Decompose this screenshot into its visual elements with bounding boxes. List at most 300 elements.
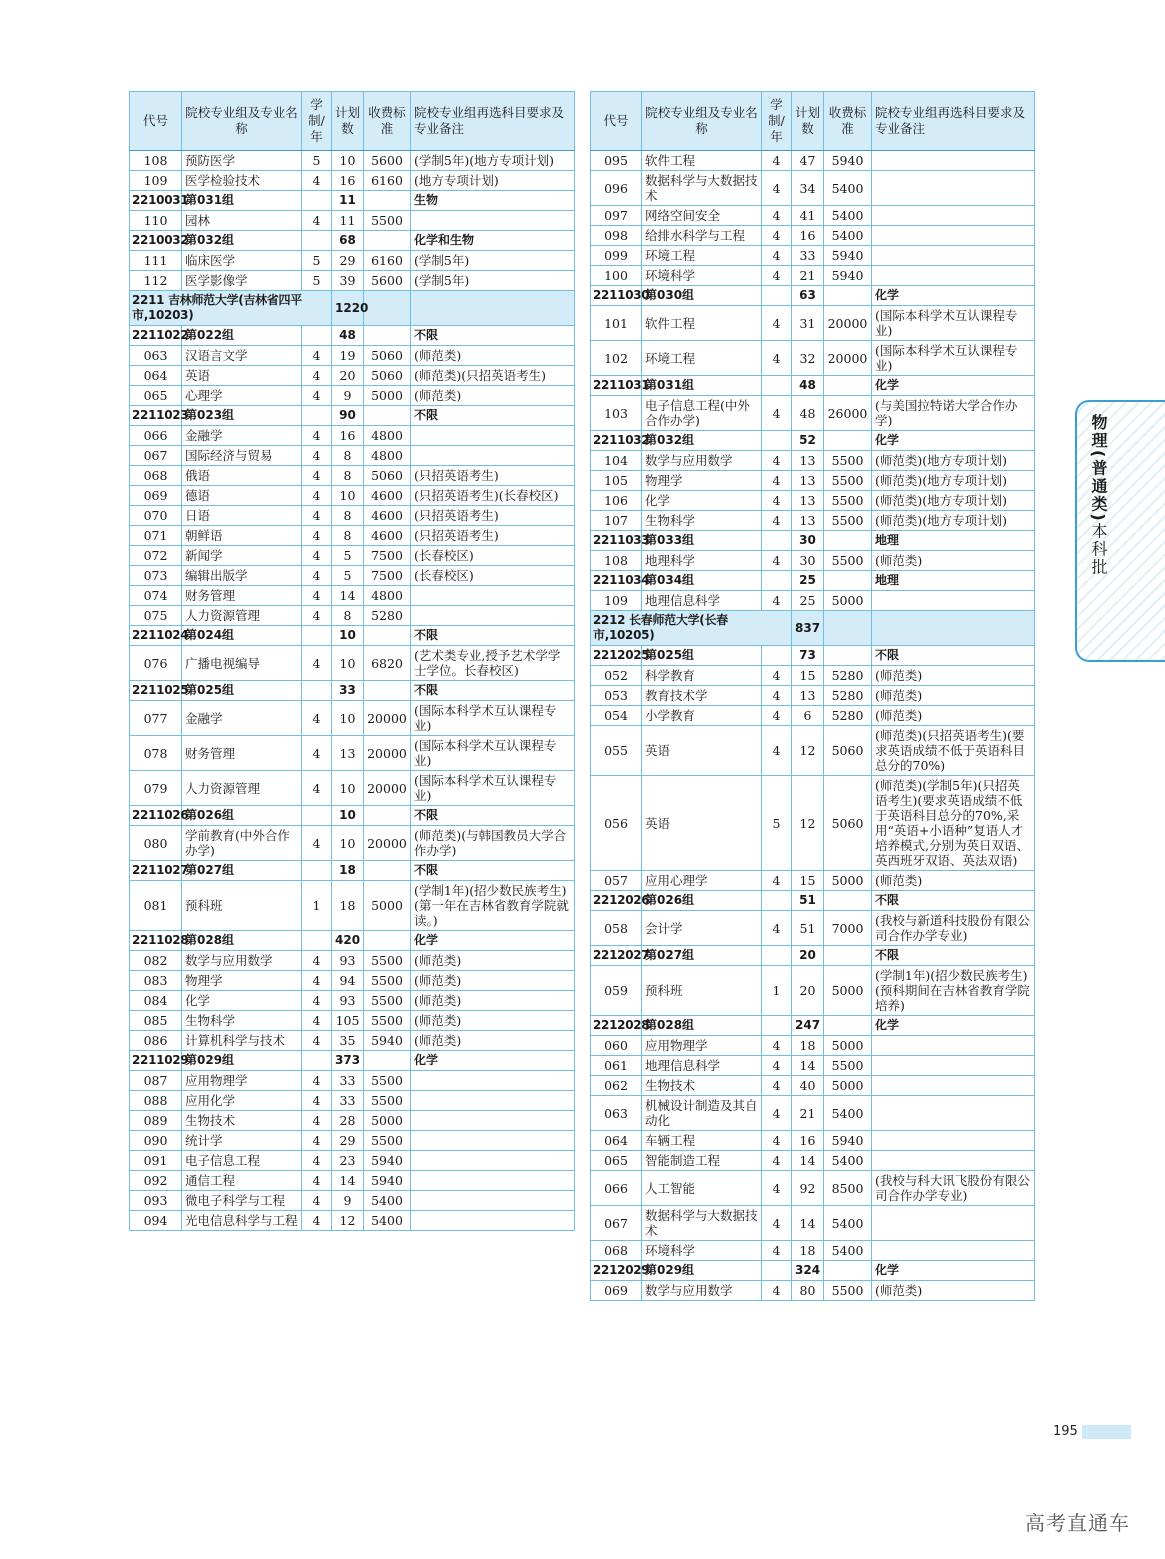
subject-requirement: 不限 (872, 891, 1035, 911)
remark-cell: (国际本科学术互认课程专业) (411, 771, 575, 806)
major-row (591, 266, 1035, 286)
years-cell: 4 (302, 971, 332, 991)
major-name: 地理科学 (642, 551, 762, 571)
subject-requirement: 化学和生物 (411, 231, 575, 251)
major-row (591, 1281, 1035, 1301)
remark-cell: (师范类)(只招英语考生)(要求英语成绩不低于英语科目总分的70%) (872, 726, 1035, 776)
major-code: 080 (130, 826, 182, 861)
major-code: 090 (130, 1131, 182, 1151)
fee-cell: 5500 (364, 971, 411, 991)
major-row (130, 506, 575, 526)
fee-cell: 4800 (364, 586, 411, 606)
major-row (591, 151, 1035, 171)
fee-cell (364, 1051, 411, 1071)
years-cell: 4 (762, 246, 792, 266)
plan-count: 20 (792, 946, 824, 966)
fee-cell (824, 1261, 872, 1281)
university-name: 2211 吉林师范大学(吉林省四平市,10203) (130, 291, 332, 326)
remark-cell (872, 1096, 1035, 1131)
major-name: 环境科学 (642, 1241, 762, 1261)
major-code: 081 (130, 881, 182, 931)
plan-count: 13 (792, 491, 824, 511)
group-name: 第027组 (182, 861, 302, 881)
major-row (591, 1241, 1035, 1261)
plan-count: 5 (332, 566, 364, 586)
major-code: 053 (591, 686, 642, 706)
plan-count: 12 (792, 726, 824, 776)
major-name: 生物技术 (182, 1111, 302, 1131)
fee-cell (824, 891, 872, 911)
years-cell: 4 (762, 341, 792, 376)
major-code: 066 (591, 1171, 642, 1206)
remark-cell: (学制1年)(招少数民族考生)(预科期间在吉林省教育学院培养) (872, 966, 1035, 1016)
fee-cell (364, 861, 411, 881)
fee-cell: 4600 (364, 506, 411, 526)
major-name: 应用物理学 (642, 1036, 762, 1056)
fee-cell: 5000 (824, 591, 872, 611)
remark-cell (411, 426, 575, 446)
remark-cell: (长春校区) (411, 546, 575, 566)
group-code: 2211031 (591, 376, 642, 396)
left-column (129, 91, 575, 1231)
plan-count: 13 (792, 471, 824, 491)
group-name: 第034组 (642, 571, 762, 591)
remark-cell (872, 1206, 1035, 1241)
group-code: 2210031 (130, 191, 182, 211)
remark-cell: (学制5年) (411, 271, 575, 291)
major-row (591, 306, 1035, 341)
major-name: 英语 (642, 726, 762, 776)
major-code: 074 (130, 586, 182, 606)
major-name: 应用化学 (182, 1091, 302, 1111)
plan-count: 324 (792, 1261, 824, 1281)
major-row (130, 251, 575, 271)
plan-count: 18 (792, 1036, 824, 1056)
plan-count: 13 (792, 511, 824, 531)
years-cell: 4 (762, 306, 792, 341)
years-cell: 4 (302, 1091, 332, 1111)
years-cell: 4 (302, 446, 332, 466)
major-code: 099 (591, 246, 642, 266)
major-code: 057 (591, 871, 642, 891)
plan-count: 29 (332, 1131, 364, 1151)
fee-cell: 5500 (364, 1091, 411, 1111)
header-name: 院校专业组及专业名称 (182, 92, 302, 151)
major-row (130, 366, 575, 386)
major-row (591, 1036, 1035, 1056)
years-cell: 4 (302, 426, 332, 446)
subject-requirement: 化学 (872, 286, 1035, 306)
remark-cell (872, 266, 1035, 286)
fee-cell: 5280 (824, 686, 872, 706)
fee-cell: 5500 (824, 451, 872, 471)
major-code: 058 (591, 911, 642, 946)
table-body-left (130, 151, 575, 1231)
fee-cell (824, 646, 872, 666)
fee-cell (364, 291, 411, 326)
major-row (130, 346, 575, 366)
plan-count: 16 (332, 426, 364, 446)
years-cell: 4 (762, 591, 792, 611)
major-code: 063 (591, 1096, 642, 1131)
fee-cell: 5400 (824, 1151, 872, 1171)
group-row (130, 191, 575, 211)
major-name: 统计学 (182, 1131, 302, 1151)
years-cell: 4 (762, 1241, 792, 1261)
years-cell: 4 (762, 726, 792, 776)
major-name: 给排水科学与工程 (642, 226, 762, 246)
major-name: 环境工程 (642, 341, 762, 376)
major-name: 智能制造工程 (642, 1151, 762, 1171)
years-cell (302, 861, 332, 881)
group-row (591, 531, 1035, 551)
fee-cell: 5500 (824, 471, 872, 491)
plan-count: 48 (792, 376, 824, 396)
years-cell: 4 (302, 771, 332, 806)
remark-cell: (与美国拉特诺大学合作办学) (872, 396, 1035, 431)
major-code: 103 (591, 396, 642, 431)
fee-cell: 20000 (824, 341, 872, 376)
major-name: 数据科学与大数据技术 (642, 1206, 762, 1241)
major-name: 生物科学 (642, 511, 762, 531)
major-row (130, 526, 575, 546)
major-name: 英语 (642, 776, 762, 871)
years-cell: 4 (302, 526, 332, 546)
subject-requirement: 生物 (411, 191, 575, 211)
plan-count: 14 (792, 1206, 824, 1241)
major-code: 061 (591, 1056, 642, 1076)
plan-count: 8 (332, 606, 364, 626)
remark-cell (411, 446, 575, 466)
major-row (130, 1151, 575, 1171)
years-cell: 4 (302, 951, 332, 971)
years-cell: 4 (762, 551, 792, 571)
years-cell: 4 (762, 451, 792, 471)
header-fee: 收费标准 (364, 92, 411, 151)
years-cell (762, 286, 792, 306)
years-cell: 4 (762, 911, 792, 946)
major-row (130, 151, 575, 171)
years-cell: 4 (762, 266, 792, 286)
fee-cell: 5500 (364, 991, 411, 1011)
years-cell: 4 (302, 1151, 332, 1171)
remark-cell: (只招英语考生)(长春校区) (411, 486, 575, 506)
major-code: 056 (591, 776, 642, 871)
remark-cell (872, 1151, 1035, 1171)
remark-cell (872, 1241, 1035, 1261)
years-cell: 1 (302, 881, 332, 931)
plan-count: 40 (792, 1076, 824, 1096)
major-code: 109 (130, 171, 182, 191)
major-name: 金融学 (182, 426, 302, 446)
remark-cell: (长春校区) (411, 566, 575, 586)
plan-count: 34 (792, 171, 824, 206)
years-cell: 4 (302, 466, 332, 486)
plan-count: 18 (792, 1241, 824, 1261)
major-code: 082 (130, 951, 182, 971)
group-row (591, 946, 1035, 966)
plan-count: 52 (792, 431, 824, 451)
major-row (591, 911, 1035, 946)
major-code: 062 (591, 1076, 642, 1096)
major-name: 机械设计制造及其自动化 (642, 1096, 762, 1131)
plan-count: 13 (792, 451, 824, 471)
university-name: 2212 长春师范大学(长春市,10205) (591, 611, 792, 646)
major-name: 地理信息科学 (642, 1056, 762, 1076)
years-cell: 4 (302, 646, 332, 681)
years-cell: 4 (762, 1056, 792, 1076)
group-row (591, 571, 1035, 591)
fee-cell: 5500 (364, 211, 411, 231)
fee-cell: 5500 (824, 491, 872, 511)
years-cell (762, 431, 792, 451)
group-name: 第027组 (642, 946, 762, 966)
fee-cell: 5280 (824, 706, 872, 726)
major-code: 106 (591, 491, 642, 511)
major-code: 096 (591, 171, 642, 206)
major-code: 075 (130, 606, 182, 626)
major-code: 055 (591, 726, 642, 776)
remark-cell (872, 1076, 1035, 1096)
major-name: 医学影像学 (182, 271, 302, 291)
plan-count: 32 (792, 341, 824, 376)
major-code: 069 (130, 486, 182, 506)
years-cell (762, 646, 792, 666)
major-row (130, 606, 575, 626)
group-code: 2211022 (130, 326, 182, 346)
major-row (130, 951, 575, 971)
plan-count: 33 (332, 1071, 364, 1091)
subject-requirement: 化学 (872, 1261, 1035, 1281)
fee-cell: 5000 (824, 1036, 872, 1056)
major-code: 108 (591, 551, 642, 571)
plan-count: 48 (792, 396, 824, 431)
subject-requirement: 不限 (411, 406, 575, 426)
major-name: 微电子科学与工程 (182, 1191, 302, 1211)
years-cell: 4 (762, 206, 792, 226)
plan-count: 33 (332, 1091, 364, 1111)
major-row (591, 171, 1035, 206)
group-row (130, 231, 575, 251)
major-row (130, 566, 575, 586)
fee-cell: 5060 (364, 466, 411, 486)
major-row (130, 881, 575, 931)
group-row (130, 806, 575, 826)
major-code: 108 (130, 151, 182, 171)
group-code: 2212025 (591, 646, 642, 666)
major-row (130, 271, 575, 291)
major-row (591, 1056, 1035, 1076)
fee-cell (824, 376, 872, 396)
fee-cell: 20000 (364, 771, 411, 806)
group-code: 2211030 (591, 286, 642, 306)
major-row (130, 171, 575, 191)
major-code: 064 (130, 366, 182, 386)
major-code: 054 (591, 706, 642, 726)
major-code: 076 (130, 646, 182, 681)
major-name: 数学与应用数学 (182, 951, 302, 971)
plan-count: 20 (332, 366, 364, 386)
years-cell (302, 681, 332, 701)
years-cell: 4 (302, 346, 332, 366)
fee-cell: 5500 (824, 551, 872, 571)
plan-count: 35 (332, 1031, 364, 1051)
group-row (591, 376, 1035, 396)
major-code: 070 (130, 506, 182, 526)
table-header (130, 92, 575, 151)
fee-cell: 5000 (824, 1076, 872, 1096)
table-header (591, 92, 1035, 151)
fee-cell: 5500 (364, 1011, 411, 1031)
major-name: 数据科学与大数据技术 (642, 171, 762, 206)
major-name: 数学与应用数学 (642, 1281, 762, 1301)
major-code: 067 (130, 446, 182, 466)
fee-cell: 20000 (364, 736, 411, 771)
remark-cell (872, 151, 1035, 171)
major-row (591, 686, 1035, 706)
major-code: 066 (130, 426, 182, 446)
remark-cell (411, 1131, 575, 1151)
remark-cell (872, 226, 1035, 246)
years-cell: 4 (302, 486, 332, 506)
remark-cell: (地方专项计划) (411, 171, 575, 191)
remark-cell (411, 291, 575, 326)
plan-count: 94 (332, 971, 364, 991)
major-name: 电子信息工程 (182, 1151, 302, 1171)
major-code: 100 (591, 266, 642, 286)
major-code: 084 (130, 991, 182, 1011)
fee-cell: 5060 (824, 726, 872, 776)
major-code: 094 (130, 1211, 182, 1231)
remark-cell (411, 1211, 575, 1231)
years-cell: 4 (302, 506, 332, 526)
remark-cell (411, 1071, 575, 1091)
years-cell: 4 (762, 1281, 792, 1301)
years-cell: 4 (762, 1171, 792, 1206)
university-row (591, 611, 1035, 646)
years-cell: 4 (762, 226, 792, 246)
major-row (130, 446, 575, 466)
major-code: 104 (591, 451, 642, 471)
page-number (1055, 1425, 1131, 1439)
major-row (591, 1171, 1035, 1206)
fee-cell (824, 286, 872, 306)
years-cell: 5 (302, 251, 332, 271)
plan-count: 10 (332, 701, 364, 736)
group-code: 2211027 (130, 861, 182, 881)
years-cell: 4 (762, 1076, 792, 1096)
fee-cell (824, 1016, 872, 1036)
fee-cell (364, 231, 411, 251)
major-code: 052 (591, 666, 642, 686)
major-code: 077 (130, 701, 182, 736)
major-row (130, 1191, 575, 1211)
group-name: 第024组 (182, 626, 302, 646)
major-code: 063 (130, 346, 182, 366)
remark-cell: (只招英语考生) (411, 506, 575, 526)
major-name: 广播电视编导 (182, 646, 302, 681)
major-name: 化学 (642, 491, 762, 511)
table-body-right (591, 151, 1035, 1301)
plan-count: 247 (792, 1016, 824, 1036)
group-name: 第031组 (182, 191, 302, 211)
plan-count: 93 (332, 991, 364, 1011)
major-code: 059 (591, 966, 642, 1016)
plan-count: 837 (792, 611, 824, 646)
subject-requirement: 不限 (411, 626, 575, 646)
plan-count: 19 (332, 346, 364, 366)
years-cell: 4 (302, 1211, 332, 1231)
group-row (130, 681, 575, 701)
major-name: 网络空间安全 (642, 206, 762, 226)
major-code: 085 (130, 1011, 182, 1031)
fee-cell: 5400 (824, 1096, 872, 1131)
major-row (591, 551, 1035, 571)
major-code: 105 (591, 471, 642, 491)
major-name: 车辆工程 (642, 1131, 762, 1151)
plan-count: 73 (792, 646, 824, 666)
major-name: 园林 (182, 211, 302, 231)
years-cell: 4 (302, 1031, 332, 1051)
major-name: 国际经济与贸易 (182, 446, 302, 466)
remark-cell (411, 1091, 575, 1111)
subject-requirement: 化学 (411, 1051, 575, 1071)
side-tab-category: 物理(普通类) (1089, 414, 1108, 523)
plan-count: 10 (332, 826, 364, 861)
group-name: 第026组 (182, 806, 302, 826)
fee-cell: 5000 (824, 871, 872, 891)
subject-requirement: 地理 (872, 571, 1035, 591)
major-code: 065 (130, 386, 182, 406)
fee-cell: 5940 (364, 1031, 411, 1051)
major-name: 地理信息科学 (642, 591, 762, 611)
remark-cell: (学制5年) (411, 251, 575, 271)
plan-count: 10 (332, 486, 364, 506)
years-cell: 4 (302, 991, 332, 1011)
major-row (591, 511, 1035, 531)
major-code: 087 (130, 1071, 182, 1091)
watermark: 高考直通车 (1025, 1511, 1130, 1535)
major-row (591, 776, 1035, 871)
years-cell (762, 1261, 792, 1281)
fee-cell (364, 406, 411, 426)
group-row (591, 646, 1035, 666)
remark-cell: (师范类)(地方专项计划) (872, 511, 1035, 531)
major-name: 人工智能 (642, 1171, 762, 1206)
years-cell: 5 (762, 776, 792, 871)
group-name: 第030组 (642, 286, 762, 306)
plan-count: 21 (792, 1096, 824, 1131)
subject-requirement: 化学 (872, 431, 1035, 451)
side-tab-batch: 本科批 (1089, 522, 1108, 577)
years-cell: 4 (302, 1071, 332, 1091)
major-name: 医学检验技术 (182, 171, 302, 191)
remark-cell: (师范类)(地方专项计划) (872, 471, 1035, 491)
years-cell (302, 406, 332, 426)
plan-count: 10 (332, 151, 364, 171)
subject-requirement: 地理 (872, 531, 1035, 551)
remark-cell: (只招英语考生) (411, 466, 575, 486)
header-code: 代号 (130, 92, 182, 151)
header-remark: 院校专业组再选科目要求及专业备注 (411, 92, 575, 151)
major-row (591, 591, 1035, 611)
major-code: 107 (591, 511, 642, 531)
major-row (130, 1111, 575, 1131)
plan-count: 15 (792, 666, 824, 686)
group-code: 2212029 (591, 1261, 642, 1281)
major-code: 078 (130, 736, 182, 771)
years-cell: 4 (302, 211, 332, 231)
